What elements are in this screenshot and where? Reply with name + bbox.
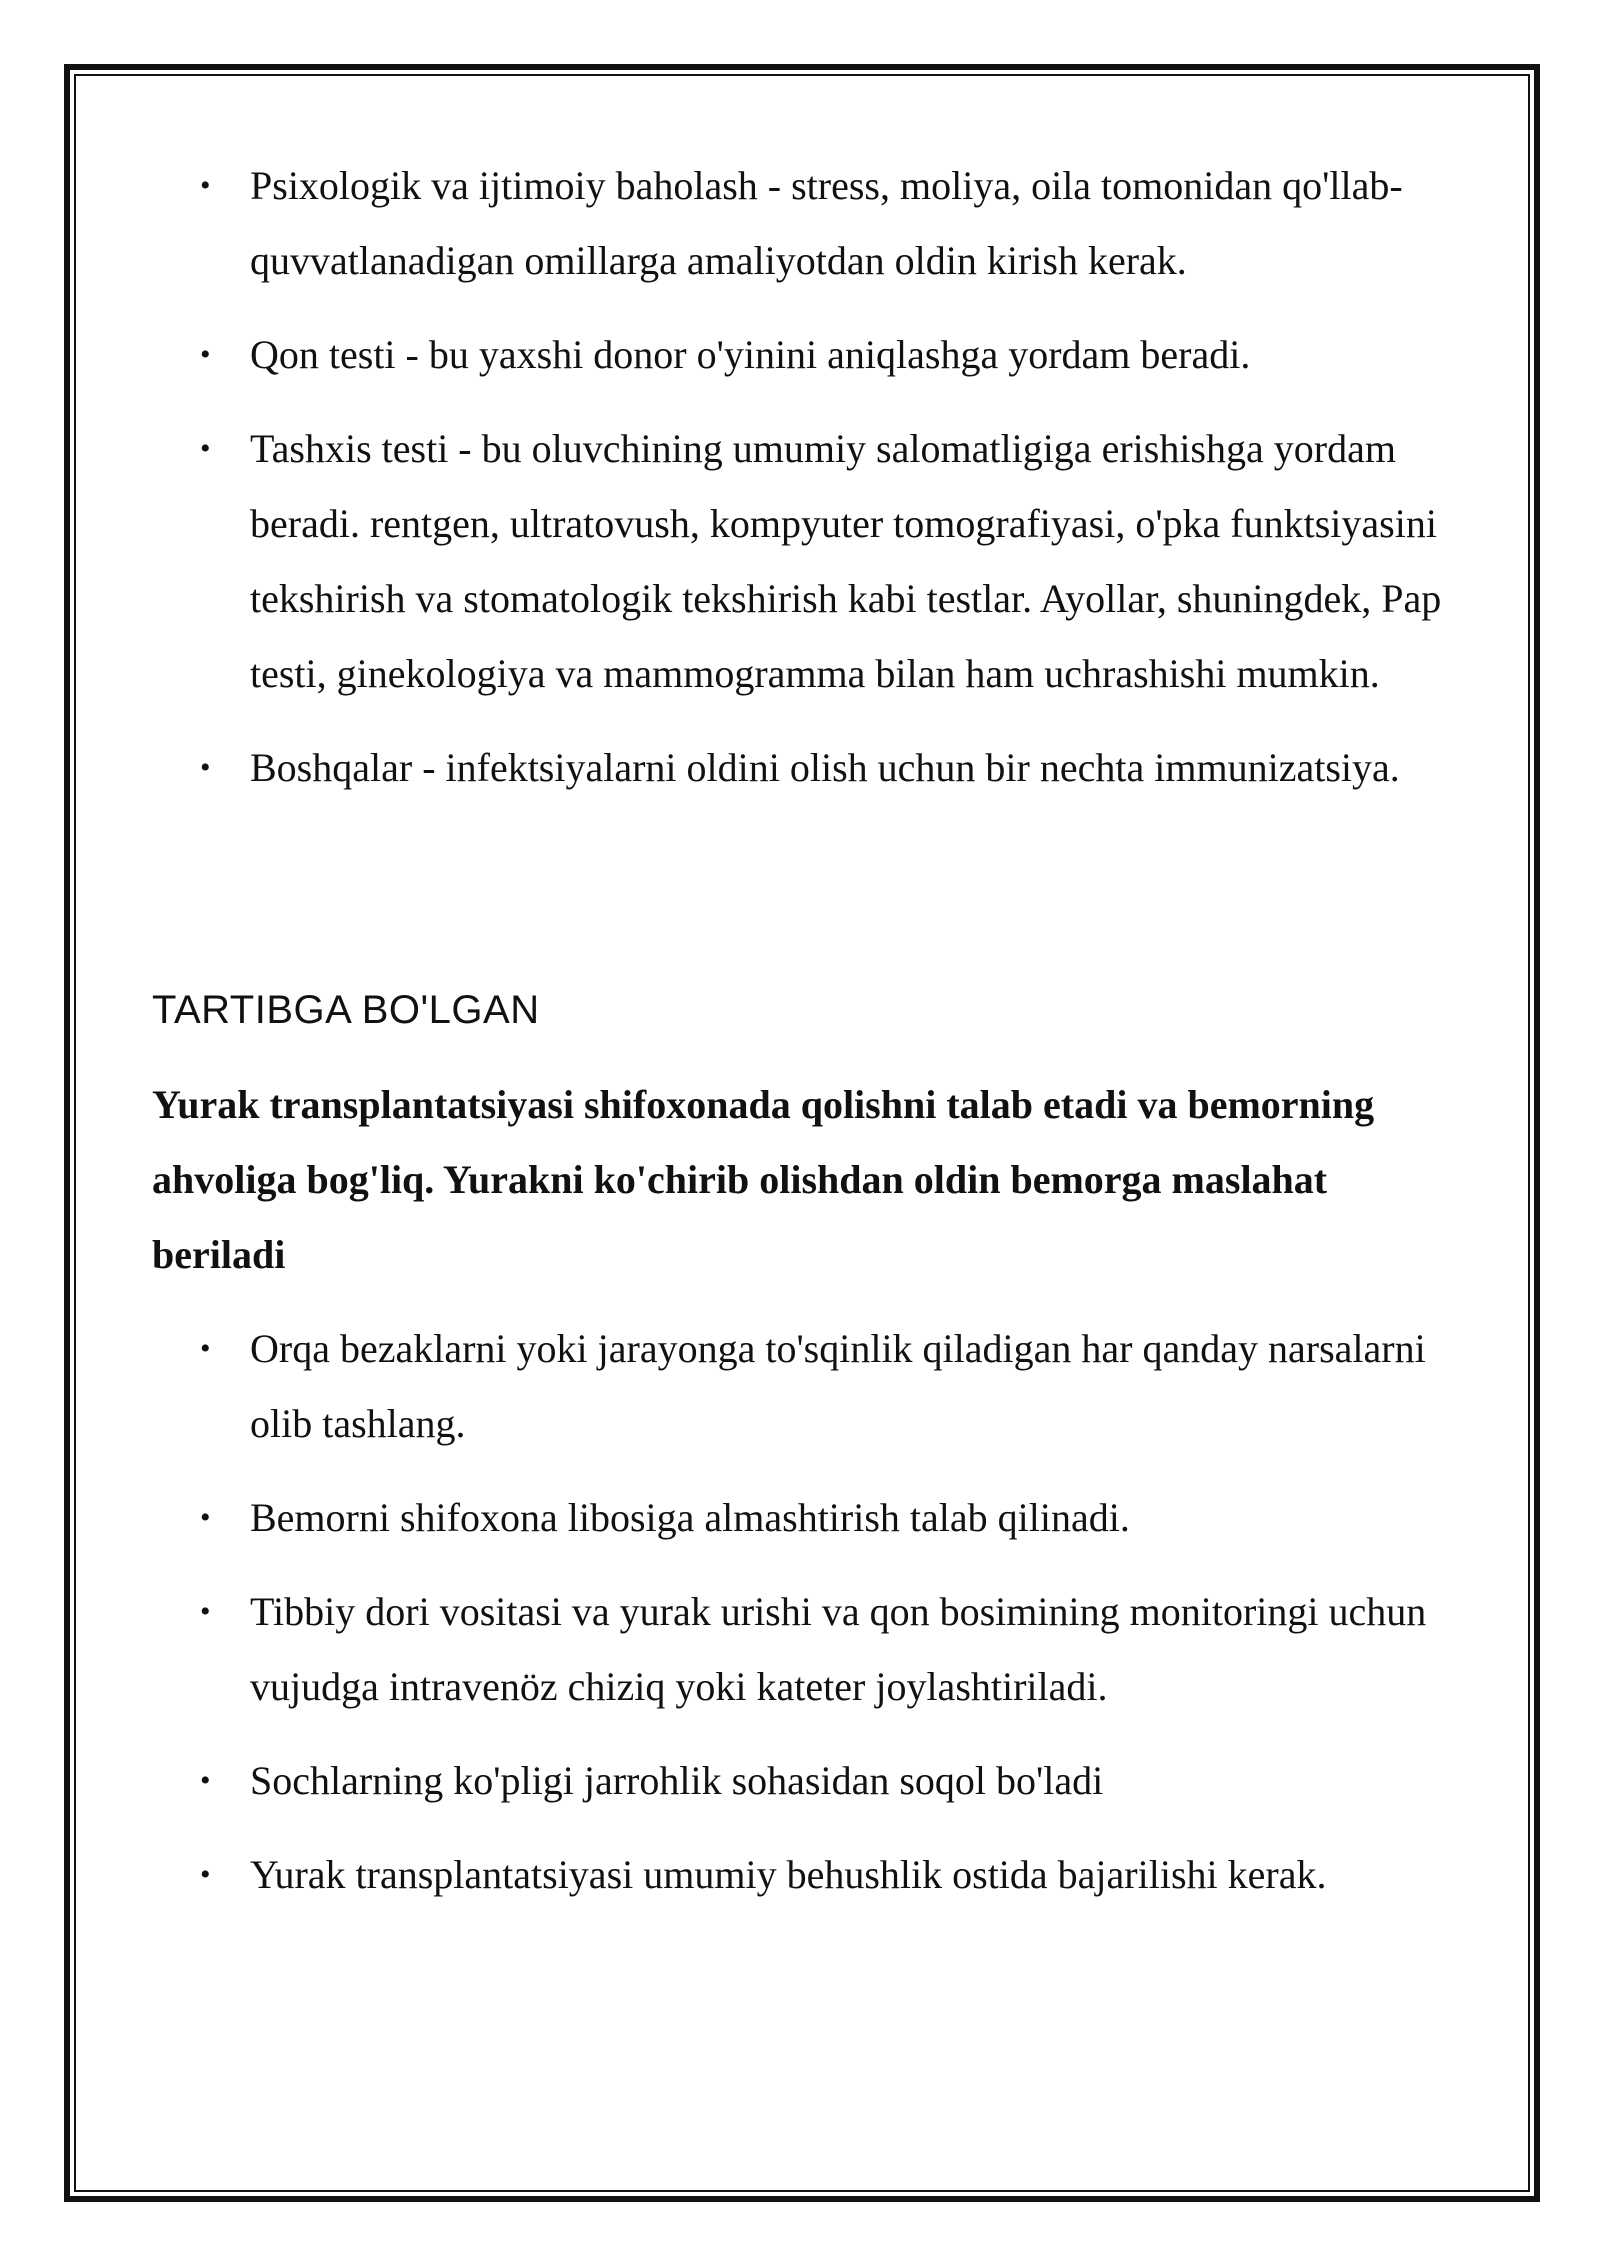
list-item: • Sochlarning ko'pligi jarrohlik sohasidan soqol bo'ladi <box>152 1743 1462 1818</box>
list-item: • Tashxis testi - bu oluvchining umumiy salomatligiga erishishga yordam beradi. rentgen, ultratovush, kompyuter tomografiyasi, o'pka funktsiyasini tekshirish va stomatologik tekshirish kabi testlar. Ayollar, shuningdek, Pap testi, ginekologiya va mammogramma bilan ham uchrashishi mumkin. <box>152 411 1462 711</box>
list-item: • Boshqalar - infektsiyalarni oldini olish uchun bir nechta immunizatsiya. <box>152 730 1462 805</box>
list-item: • Psixologik va ijtimoiy baholash - stress, moliya, oila tomonidan qo'llab-quvvatlanadigan omillarga amaliyotdan oldin kirish kerak. <box>152 148 1462 298</box>
section-intro-paragraph: Yurak transplantatsiyasi shifoxonada qolishni talab etadi va bemorning ahvoliga bog'liq. Yurakni ko'chirib olishdan oldin bemorga maslahat beriladi <box>152 1082 1375 1277</box>
list-item: • Qon testi - bu yaxshi donor o'yinini aniqlashga yordam beradi. <box>152 317 1462 392</box>
list-item: • Bemorni shifoxona libosiga almashtirish talab qilinadi. <box>152 1480 1462 1555</box>
section-heading: TARTIBGA BO'LGAN <box>152 988 540 1032</box>
document-content <box>152 148 1462 1931</box>
procedure-steps-list <box>152 1311 1462 1912</box>
preparation-tests-list <box>152 148 1462 805</box>
list-item: • Orqa bezaklarni yoki jarayonga to'sqinlik qiladigan har qanday narsalarni olib tashlang. <box>152 1311 1462 1461</box>
list-item: • Yurak transplantatsiyasi umumiy behushlik ostida bajarilishi kerak. <box>152 1837 1462 1912</box>
list-item: • Tibbiy dori vositasi va yurak urishi va qon bosimining monitoringi uchun vujudga intravenöz chiziq yoki kateter joylashtiriladi. <box>152 1574 1462 1724</box>
